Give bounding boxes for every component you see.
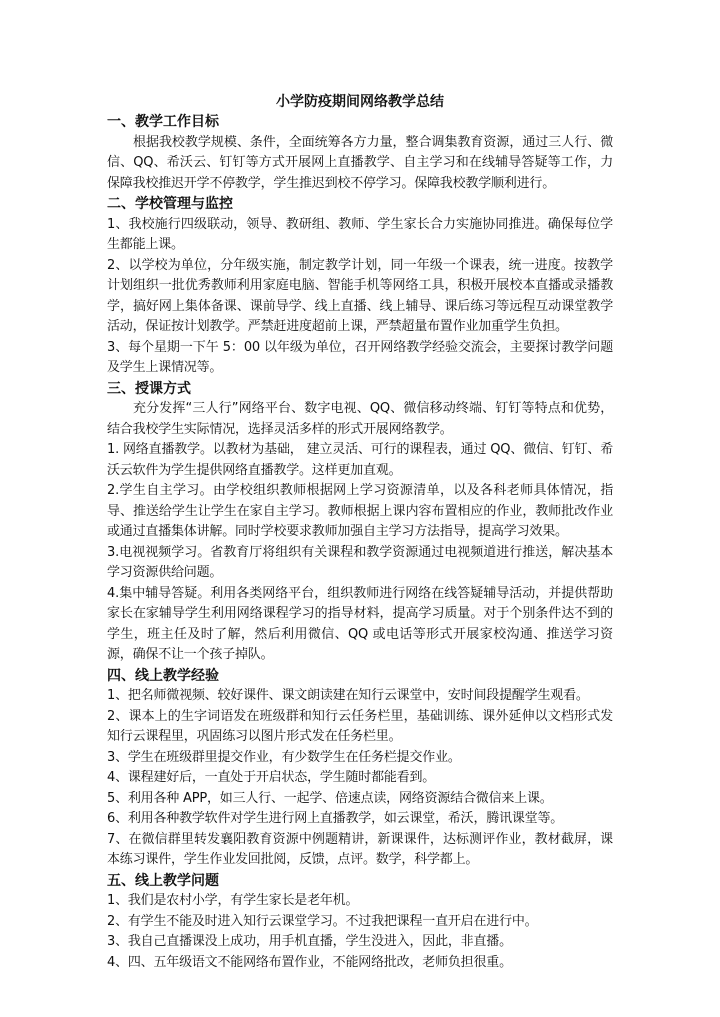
paragraph: 2、以学校为单位，分年级实施，制定教学计划，同一年级一个课表，统一进度。按教学计划组织一批优秀教师利用家庭电脑、智能手机等网络工具，积极开展校本直播或录播教学，搞好网上集体备课、课前导学、线上直播、线上辅导、课后练习等远程互动课堂教学活动，保证按计划教学。严禁赶进度超前上课，严禁超量布置作业加重学生负担。 — [107, 257, 613, 334]
section-heading: 四、线上教学经验 — [107, 667, 219, 684]
paragraph: 充分发挥“三人行”网络平台、数字电视、QQ、微信移动终端、钉钉等特点和优势，结合我校学生实际情况，选择灵活多样的形式开展网络教学。 — [107, 401, 613, 437]
paragraph: 4.集中辅导答疑。利用各类网络平台，组织教师进行网络在线答疑辅导活动，并提供帮助家长在家辅导学生利用网络课程学习的指导材料，提高学习质量。对于个别条件达不到的学生，班主任及时了解，然后利用微信、QQ 或电话等形式开展家校沟通、推送学习资源，确保不让一个孩子掉队。 — [107, 585, 613, 662]
section-1 — [107, 112, 613, 194]
section-5 — [107, 871, 613, 974]
paragraph: 4、课程建好后，一直处于开启状态，学生随时都能看到。 — [107, 770, 436, 785]
paragraph: 1、我们是农村小学，有学生家长是老年机。 — [107, 893, 359, 908]
paragraph: 2.学生自主学习。由学校组织教师根据网上学习资源清单，以及各科老师具体情况，指导、推送给学生让学生在家自主学习。教师根据上课内容布置相应的作业，教师批改作业或通过直播集体讲解。同时学校要求教师加强自主学习方法指导，提高学习效果。 — [107, 483, 613, 539]
paragraph: 根据我校教学规模、条件，全面统筹各方力量，整合调集教育资源，通过三人行、微信、QQ、希沃云、钉钉等方式开展网上直播教学、自主学习和在线辅导答疑等工作，力保障我校推迟开学不停教学，学生推迟到校不停学习。保障我校教学顺利进行。 — [107, 134, 613, 191]
paragraph: 1. 网络直播教学。以教材为基础， 建立灵活、可行的课程表，通过 QQ、微信、钉钉、希沃云软件为学生提供网络直播教学。这样更加直观。 — [107, 442, 613, 478]
document-body — [107, 112, 613, 973]
paragraph: 5、利用各种 APP，如三人行、一起学、倍速点读，网络资源结合微信来上课。 — [107, 790, 553, 806]
section-heading: 五、线上教学问题 — [107, 872, 219, 889]
section-heading: 一、教学工作目标 — [107, 114, 219, 130]
section-4 — [107, 666, 613, 871]
section-heading: 三、授课方式 — [107, 380, 191, 397]
paragraph: 3.电视视频学习。省教育厅将组织有关课程和教学资源通过电视频道进行推送，解决基本学习资源供给问题。 — [107, 544, 613, 580]
paragraph: 2、课本上的生字词语发在班级群和知行云任务栏里，基础训练、课外延伸以文档形式发知行云课程里，巩固练习以图片形式发在任务栏里。 — [107, 708, 613, 744]
section-heading: 二、学校管理与监控 — [107, 196, 233, 212]
paragraph: 1、把名师微视频、较好课件、课文朗读建在知行云课堂中，安时间段提醒学生观看。 — [107, 688, 589, 703]
paragraph: 4、四、五年级语文不能网络布置作业，不能网络批改，老师负担很重。 — [107, 954, 512, 970]
paragraph: 3、每个星期一下午 5：00 以年级为单位，召开网络教学经验交流会，主要探讨教学问题及学生上课情况等。 — [107, 339, 613, 375]
paragraph: 3、我自己直播课没上成功，用手机直播，学生没进入，因此，非直播。 — [107, 934, 512, 949]
paragraph: 1、我校施行四级联动，领导、教研组、教师、学生家长合力实施协同推进。确保每位学生都能上课。 — [107, 216, 613, 252]
paragraph: 2、有学生不能及时进入知行云课堂学习。不过我把课程一直开启在进行中。 — [107, 913, 538, 929]
paragraph: 3、学生在班级群里提交作业，有少数学生在任务栏提交作业。 — [107, 749, 461, 765]
paragraph: 6、利用各种教学软件对学生进行网上直播教学，如云课堂，希沃，腾讯课堂等。 — [107, 811, 564, 826]
section-2 — [107, 194, 613, 379]
section-3 — [107, 379, 613, 666]
paragraph: 7、在微信群里转发襄阳教育资源中例题精讲，新课课件，达标测评作业，教材截屏，课本练习课件，学生作业发回批阅，反馈，点评。数学，科学都上。 — [107, 831, 613, 867]
document-title: 小学防疫期间网络教学总结 — [276, 94, 444, 110]
